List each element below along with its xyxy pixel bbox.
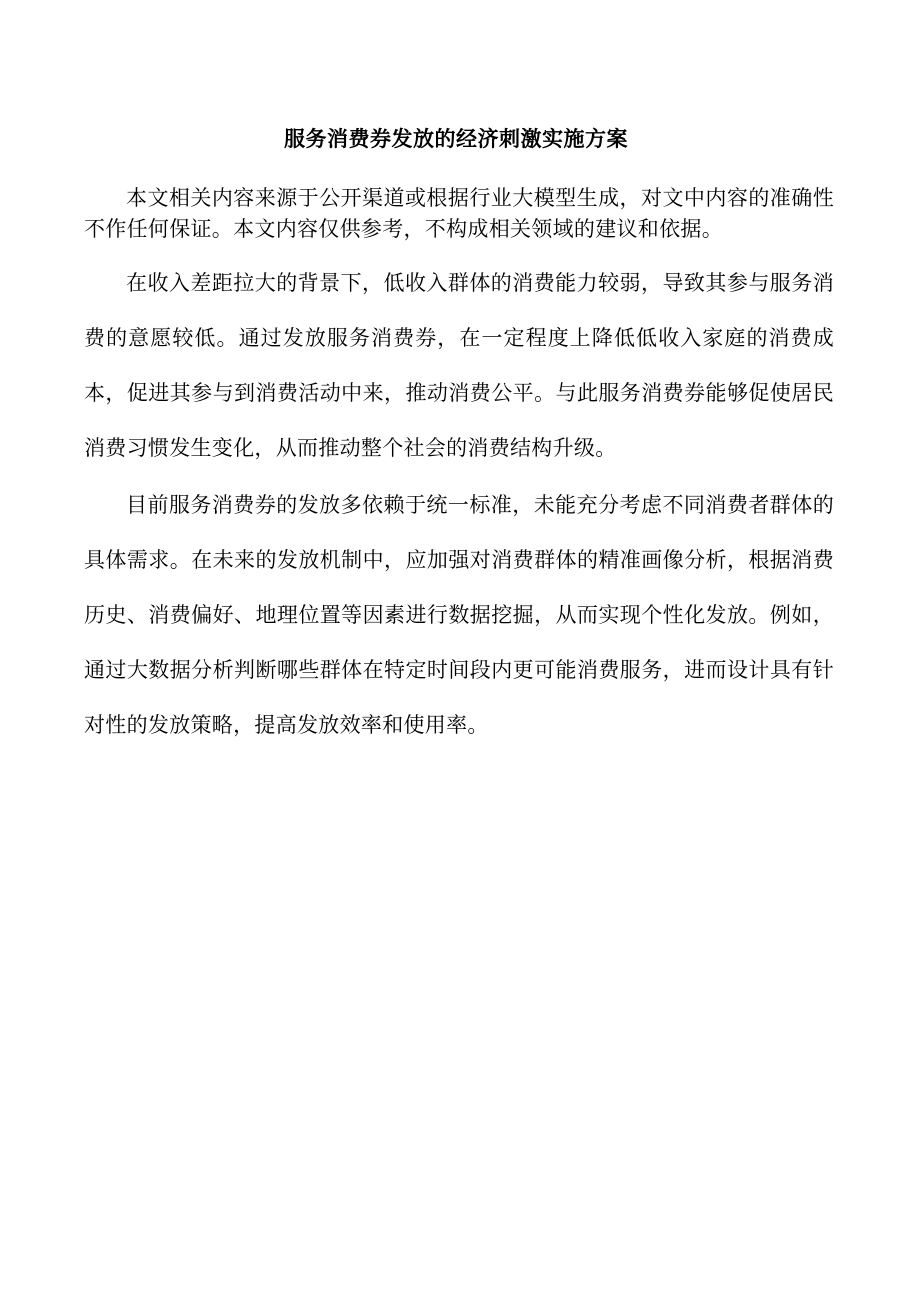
disclaimer-paragraph: 本文相关内容来源于公开渠道或根据行业大模型生成，对文中内容的准确性不作任何保证。本文内容仅供参考，不构成相关领域的建议和依据。 [84, 186, 834, 241]
body-paragraph-2: 目前服务消费券的发放多依赖于统一标准，未能充分考虑不同消费者群体的具体需求。在未来的发放机制中，应加强对消费群体的精准画像分析，根据消费历史、消费偏好、地理位置等因素进行数据挖掘，从而实现个性化发放。例如，通过大数据分析判断哪些群体在特定时间段内更可能消费服务，进而设计具有针对性的发放策略，提高发放效率和使用率。 [84, 493, 834, 737]
body-paragraph-1: 在收入差距拉大的背景下，低收入群体的消费能力较弱，导致其参与服务消费的意愿较低。通过发放服务消费券，在一定程度上降低低收入家庭的消费成本，促进其参与到消费活动中来，推动消费公平。与此服务消费券能够促使居民消费习惯发生变化，从而推动整个社会的消费结构升级。 [84, 271, 834, 460]
document-title: 服务消费券发放的经济刺激实施方案 [284, 126, 628, 151]
